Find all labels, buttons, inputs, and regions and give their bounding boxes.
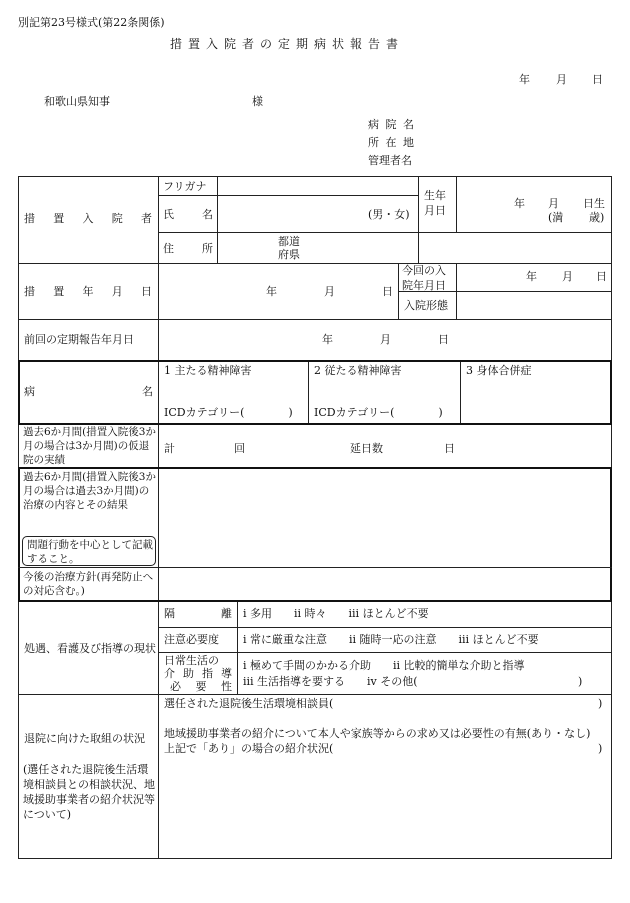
name-field[interactable] <box>220 197 360 231</box>
birth-label: 生年月日 <box>424 189 446 217</box>
trial-times-unit: 回 <box>234 442 245 455</box>
current-admission-month: 月 <box>562 270 573 283</box>
counselor-close: ) <box>598 697 603 710</box>
patient-section-label: 措 置 入 院 者 <box>24 212 152 225</box>
honorific: 様 <box>252 95 263 108</box>
referral-status-close: ) <box>598 742 603 755</box>
birth-month: 月 <box>548 197 559 210</box>
trial-days-unit: 日 <box>444 442 455 455</box>
diagnosis-label-a: 病 <box>24 385 35 398</box>
admission-day: 日 <box>382 285 393 298</box>
admission-date-label: 措 置 年 月 日 <box>24 285 152 298</box>
todofuken-label-2: 府県 <box>278 248 300 261</box>
future-policy-label: 今後の治療方針(再発防止への対応含む。) <box>23 571 154 598</box>
isolation-options[interactable]: ⅰ 多用 ⅱ 時々 ⅲ ほとんど不要 <box>243 607 429 620</box>
icd-category-secondary[interactable]: ICDカテゴリー( ) <box>314 406 443 419</box>
furigana-label: フリガナ <box>163 180 207 193</box>
todofuken-label-1: 都道 <box>278 235 300 248</box>
referral-request-line[interactable]: 地域援助事業者の紹介について本人や家族等からの求め又は必要性の有無(あり・なし) <box>164 727 591 740</box>
discharge-sub-label: (選任された退院後生活環境相談員との相談状況、地域援助事業者の紹介状況等について) <box>23 763 155 821</box>
attention-label: 注意必要度 <box>164 633 219 646</box>
secondary-disorder-label: 2 従たる精神障害 <box>314 364 402 377</box>
report-day: 日 <box>592 73 603 86</box>
birth-year: 年 <box>514 197 525 210</box>
birth-day: 日生 <box>583 197 605 210</box>
addressee: 和歌山県知事 <box>44 95 110 108</box>
daily-life-label-1: 日常生活の <box>164 654 219 667</box>
address-label: 住 所 <box>163 242 213 255</box>
treatment-field[interactable] <box>162 470 608 565</box>
previous-report-label: 前回の定期報告年月日 <box>24 333 134 346</box>
form-id: 別記第23号様式(第22条関係) <box>18 16 165 29</box>
report-month: 月 <box>556 73 567 86</box>
physical-complication-label: 3 身体合併症 <box>466 364 532 377</box>
daily-life-label-3: 必 要 性 <box>170 680 232 693</box>
daily-life-options-2[interactable]: ⅲ 生活指導を要する ⅳ その他( <box>243 675 418 688</box>
previous-report-month: 月 <box>380 333 391 346</box>
counselor-line[interactable]: 選任された退院後生活環境相談員( <box>164 697 334 710</box>
furigana-field[interactable] <box>220 178 416 194</box>
current-admission-year: 年 <box>526 270 537 283</box>
admission-year: 年 <box>266 285 277 298</box>
current-admission-label: 今回の入院年月日 <box>402 264 446 292</box>
treatment-note: 問題行動を中心として記載すること。 <box>27 539 153 566</box>
report-year: 年 <box>519 73 530 86</box>
trial-days-label: 延日数 <box>350 442 383 455</box>
form-title: 措置入院者の定期病状報告書 <box>170 37 405 51</box>
admission-type-label: 入院形態 <box>404 299 448 312</box>
administrator-label: 管理者名 <box>368 154 412 167</box>
age-unit: 歳) <box>589 211 605 224</box>
daily-life-label-2: 介 助 指 導 <box>164 667 232 680</box>
sex-choice[interactable]: (男・女) <box>368 208 410 221</box>
trial-discharge-label: 過去6か月間(措置入院後3か月の場合は3か月間)の仮退院の実績 <box>23 426 156 467</box>
future-policy-field[interactable] <box>162 570 608 599</box>
previous-report-day: 日 <box>438 333 449 346</box>
treatment-label: 過去6か月間(措置入院後3か月の場合は過去3か月間)の治療の内容とその結果 <box>23 471 156 512</box>
care-label: 処遇、看護及び指導の現状 <box>24 642 156 655</box>
hospital-address-label: 所 在 地 <box>368 136 414 149</box>
admission-month: 月 <box>324 285 335 298</box>
attention-options[interactable]: ⅰ 常に厳重な注意 ⅱ 随時一応の注意 ⅲ ほとんど不要 <box>243 633 539 646</box>
admission-type-field[interactable] <box>460 294 608 316</box>
name-label: 氏 名 <box>163 208 213 221</box>
isolation-label: 隔 離 <box>164 607 232 620</box>
icd-category-primary[interactable]: ICDカテゴリー( ) <box>164 406 293 419</box>
current-admission-day: 日 <box>596 270 607 283</box>
trial-total-label: 計 <box>164 442 175 455</box>
daily-life-close: ) <box>578 675 583 688</box>
referral-status-line[interactable]: 上記で「あり」の場合の紹介状況( <box>164 742 334 755</box>
primary-disorder-label: 1 主たる精神障害 <box>164 364 252 377</box>
diagnosis-label-b: 名 <box>142 385 153 398</box>
daily-life-options-1[interactable]: ⅰ 極めて手間のかかる介助 ⅱ 比較的簡単な介助と指導 <box>243 659 525 672</box>
age-label: (満 <box>548 211 564 224</box>
hospital-name-label: 病 院 名 <box>368 118 414 131</box>
previous-report-year: 年 <box>322 333 333 346</box>
address-field[interactable] <box>310 235 608 261</box>
discharge-label: 退院に向けた取組の状況 <box>24 732 145 745</box>
